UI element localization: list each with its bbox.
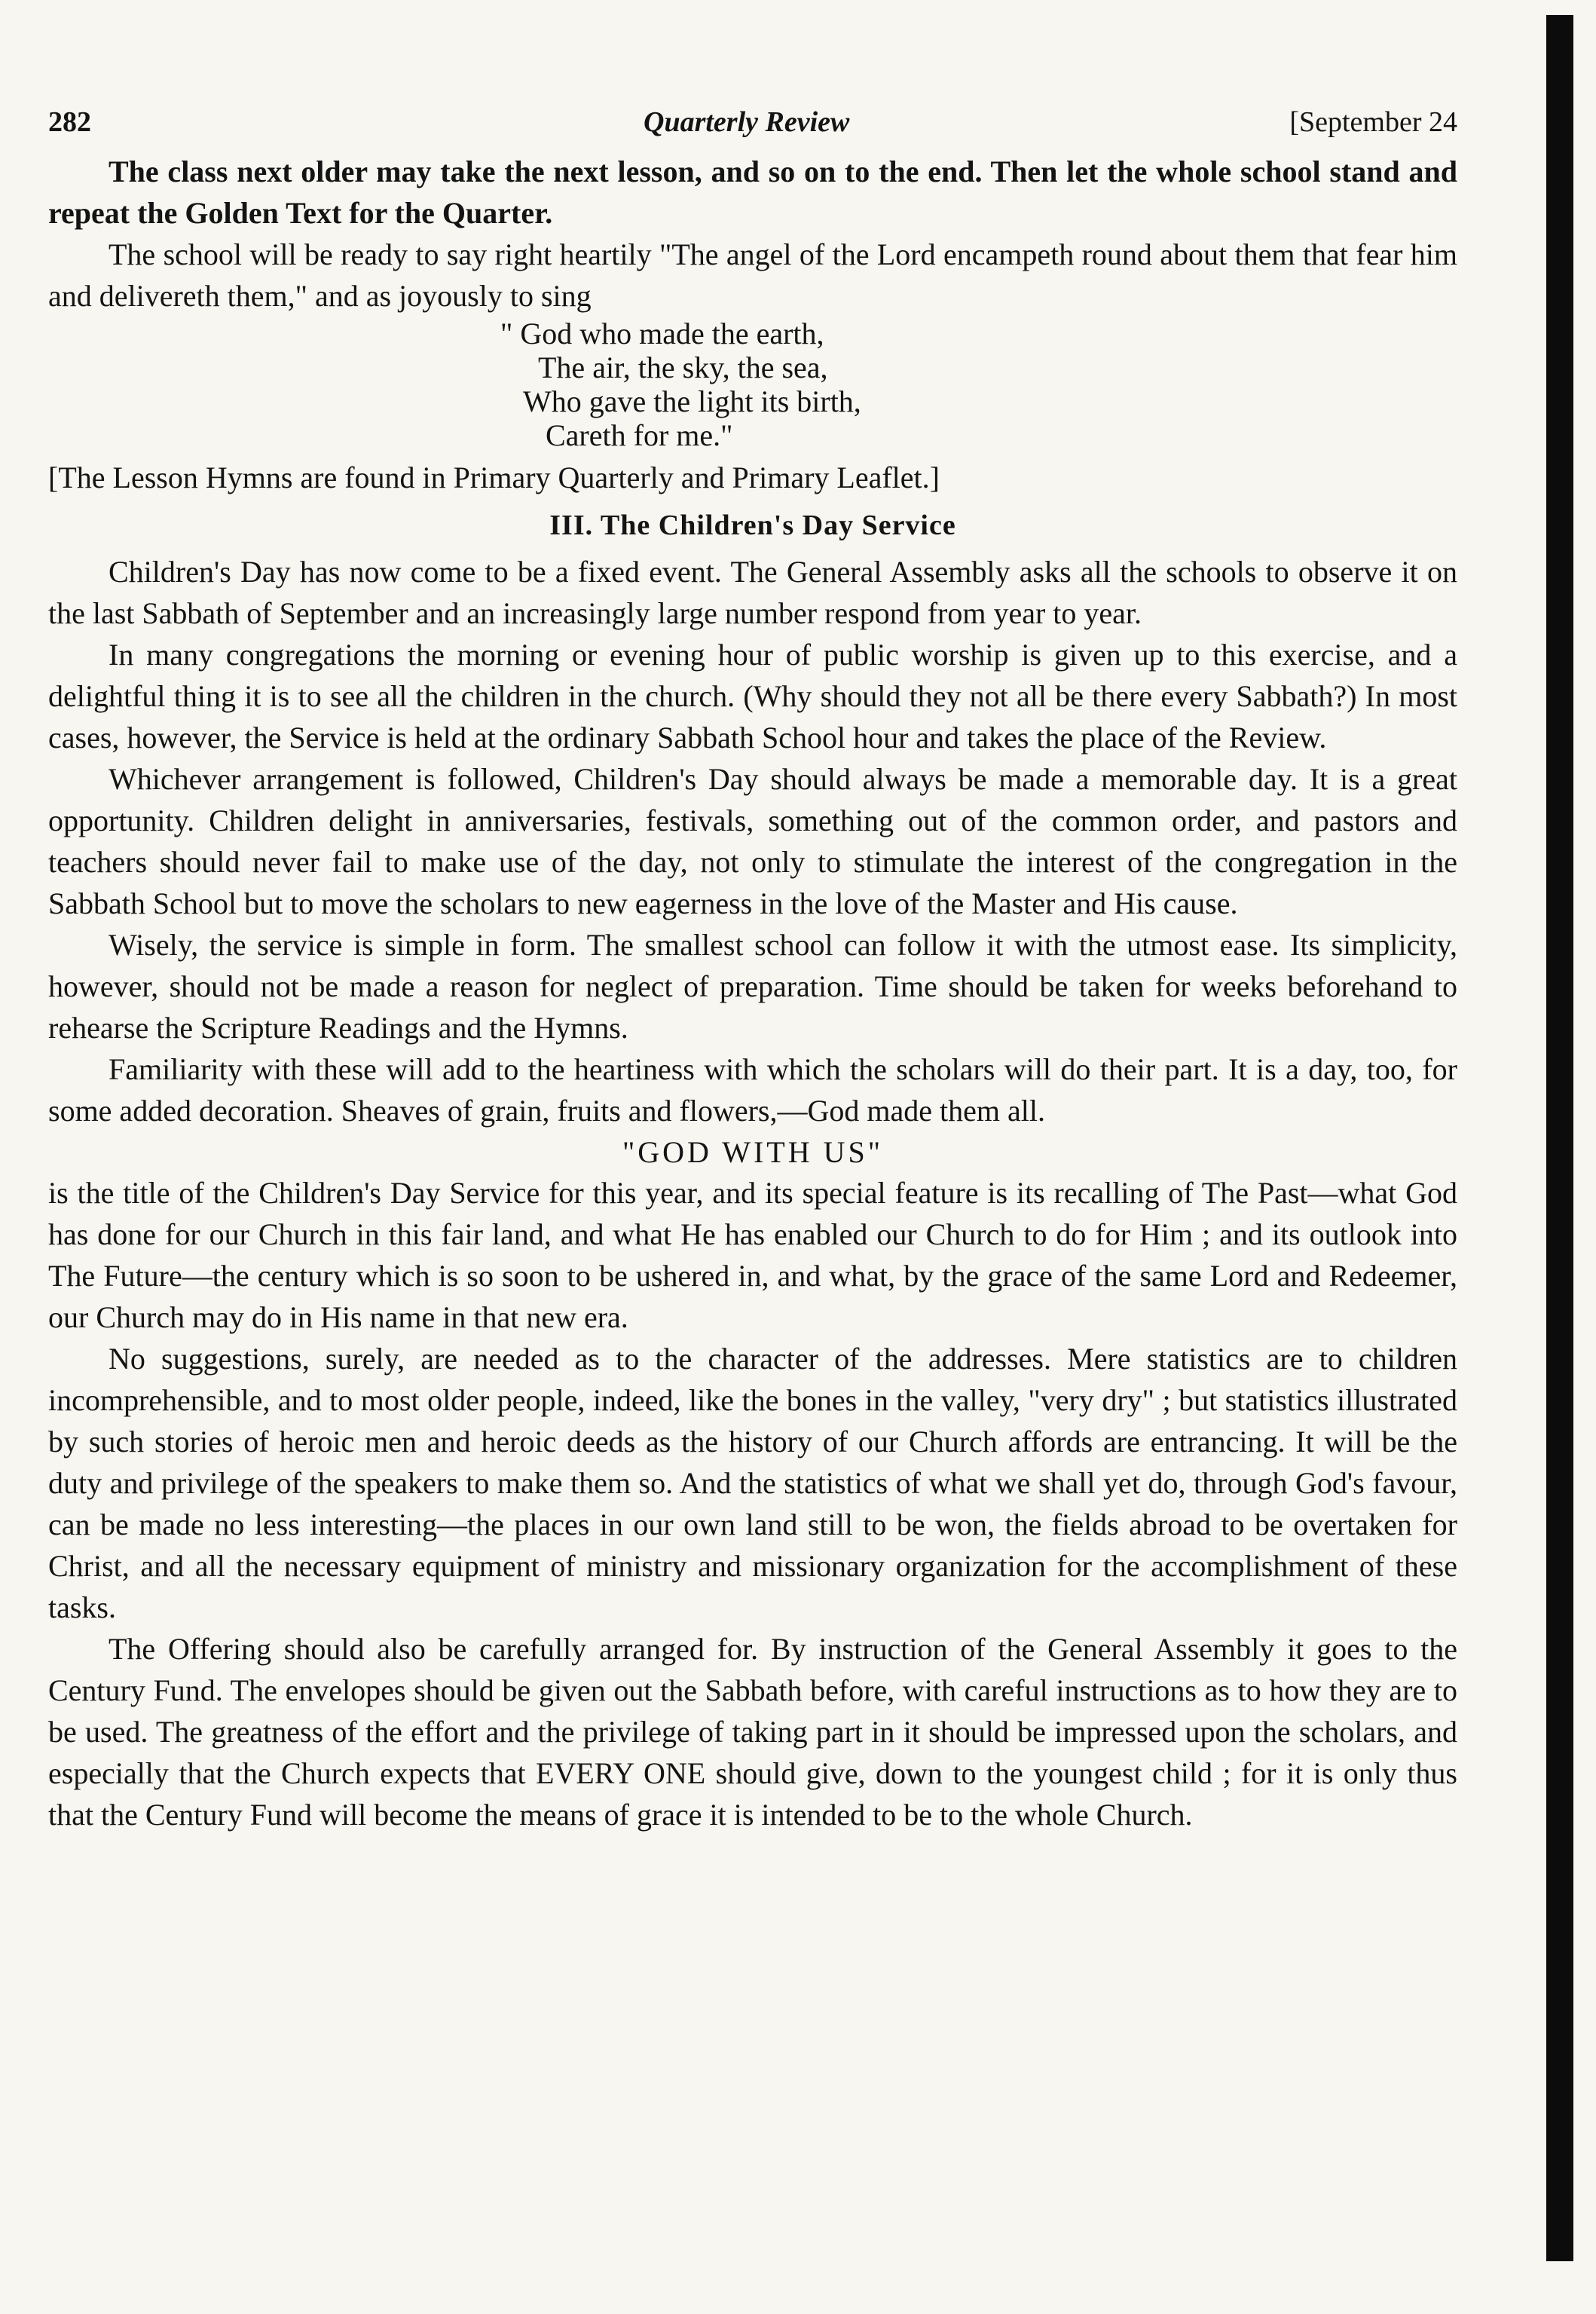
paragraph: Wisely, the service is simple in form. The smallest school can follow it with the utmost ease. Its simplicity, however, should not be made a reason for neglect of preparation. Time should be taken for weeks beforehand to rehearse the Scripture Readings and the Hymns.: [48, 928, 1457, 1045]
lesson-hymns-note: [The Lesson Hymns are found in Primary Quarterly and Primary Leaflet.]: [48, 461, 940, 494]
verse-line: Who gave the light its birth,: [523, 384, 861, 418]
binding-shadow: [1546, 15, 1573, 2261]
paragraph: The class next older may take the next lesson, and so on to the end. Then let the whole school stand and repeat the Golden Text for the Quarter.: [48, 155, 1457, 230]
paragraph: In many congregations the morning or evening hour of public worship is given up to this exercise, and a delightful thing it is to see all the children in the church. (Why should they not all be there every Sabbath?) In most cases, however, the Service is held at the ordinary Sabbath School hour and takes the place of the Review.: [48, 638, 1457, 754]
hymn-verse: [500, 317, 1457, 452]
paragraph: Whichever arrangement is followed, Children's Day should always be made a memorable day. It is a great opportunity. Children delight in anniversaries, festivals, something out of the common order, and pastors and teachers should never fail to make use of the day, not only to stimulate the interest of the congregation in the Sabbath School but to move the scholars to new eagerness in the love of the Master and His cause.: [48, 762, 1457, 920]
document-page: [48, 90, 1457, 1835]
paragraph: is the title of the Children's Day Service for this year, and its special feature is its recalling of The Past—what God has done for our Church in this fair land, and what He has enabled our Church to do for Him ; and its outlook into The Future—the century which is so soon to be ushered in, and what, by the grace of the same Lord and Redeemer, our Church may do in His name in that new era.: [48, 1176, 1457, 1334]
page-number: 282: [48, 106, 91, 138]
service-title-heading: "GOD WITH US": [622, 1135, 884, 1169]
section-heading: III. The Children's Day Service: [549, 510, 956, 541]
header-date: [September 24: [1289, 106, 1457, 138]
paragraph: No suggestions, surely, are needed as to the character of the addresses. Mere statistics are to children incomprehensible, and to most older people, indeed, like the bones in the valley, "very dry" ; but statistics illustrated by such stories of heroic men and heroic deeds as the history of our Church affords are entrancing. It will be the duty and privilege of the speakers to make them so. And the statistics of what we shall yet do, through God's favour, can be made no less interesting—the places in our own land still to be won, the fields abroad to be overtaken for Christ, and all the necessary equipment of ministry and missionary organization for the accomplishment of these tasks.: [48, 1342, 1457, 1624]
running-header: [48, 90, 1457, 151]
verse-line: " God who made the earth,: [500, 317, 824, 350]
verse-line: The air, the sky, the sea,: [538, 350, 828, 384]
paragraph: Children's Day has now come to be a fixed event. The General Assembly asks all the schools to observe it on the last Sabbath of September and an increasingly large number respond from year to year.: [48, 555, 1457, 630]
verse-line: Careth for me.": [546, 418, 733, 452]
paragraph: The Offering should also be carefully arranged for. By instruction of the General Assembly it goes to the Century Fund. The envelopes should be given out the Sabbath before, with careful instructions as to how they are to be used. The greatness of the effort and the privilege of taking part in it should be impressed upon the scholars, and especially that the Church expects that EVERY ONE should give, down to the youngest child ; for it is only thus that the Century Fund will become the means of grace it is intended to be to the whole Church.: [48, 1632, 1457, 1832]
paragraph: Familiarity with these will add to the heartiness with which the scholars will do their part. It is a day, too, for some added decoration. Sheaves of grain, fruits and flowers,—God made them all.: [48, 1052, 1457, 1128]
paragraph: The school will be ready to say right heartily "The angel of the Lord encampeth round about them that fear him and delivereth them," and as joyously to sing: [48, 237, 1457, 313]
journal-title: Quarterly Review: [644, 106, 850, 138]
